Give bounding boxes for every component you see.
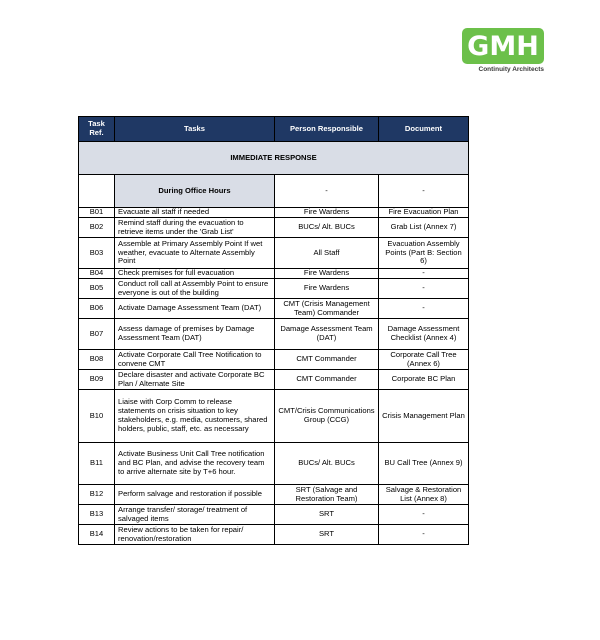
cell-task: Conduct roll call at Assembly Point to ensure everyone is out of the building <box>115 279 275 299</box>
table-row <box>79 238 469 269</box>
cell-document: Corporate BC Plan <box>379 370 469 390</box>
cell-ref: B08 <box>79 350 115 370</box>
cell-document: Fire Evacuation Plan <box>379 208 469 218</box>
table-row <box>79 370 469 390</box>
table-row <box>79 485 469 505</box>
logo-letters: GMH <box>467 30 539 62</box>
cell-ref: B04 <box>79 269 115 279</box>
header-person-responsible: Person Responsible <box>275 117 379 142</box>
table-row <box>79 299 469 319</box>
cell-ref: B01 <box>79 208 115 218</box>
header-tasks: Tasks <box>115 117 275 142</box>
cell-person: CMT/Crisis Communications Group (CCG) <box>275 390 379 443</box>
cell-ref: B11 <box>79 443 115 485</box>
cell-task: Review actions to be taken for repair/ renovation/restoration <box>115 525 275 545</box>
cell-task: Activate Damage Assessment Team (DAT) <box>115 299 275 319</box>
section-title: IMMEDIATE RESPONSE <box>79 142 469 175</box>
cell-ref: B10 <box>79 390 115 443</box>
table-row <box>79 350 469 370</box>
cell-ref: B02 <box>79 218 115 238</box>
table-row <box>79 269 469 279</box>
cell-document: Evacuation Assembly Points (Part B: Section 6) <box>379 238 469 269</box>
cell-document: - <box>379 299 469 319</box>
cell-person: CMT Commander <box>275 350 379 370</box>
cell-task: Arrange transfer/ storage/ treatment of salvaged items <box>115 505 275 525</box>
cell-person: BUCs/ Alt. BUCs <box>275 218 379 238</box>
cell-person: BUCs/ Alt. BUCs <box>275 443 379 485</box>
cell-ref: B14 <box>79 525 115 545</box>
table-header-row <box>79 117 469 142</box>
cell-person: All Staff <box>275 238 379 269</box>
cell-person: SRT <box>275 505 379 525</box>
cell-person: CMT Commander <box>275 370 379 390</box>
cell-person: Damage Assessment Team (DAT) <box>275 319 379 350</box>
cell-person: Fire Wardens <box>275 269 379 279</box>
cell-document: Crisis Management Plan <box>379 390 469 443</box>
logo-tagline: Continuity Architects <box>478 66 544 73</box>
cell-task: Assess damage of premises by Damage Assessment Team (DAT) <box>115 319 275 350</box>
cell-ref: B12 <box>79 485 115 505</box>
cell-person: SRT (Salvage and Restoration Team) <box>275 485 379 505</box>
cell-task: Perform salvage and restoration if possible <box>115 485 275 505</box>
cell-task: Check premises for full evacuation <box>115 269 275 279</box>
cell-ref: B09 <box>79 370 115 390</box>
gmh-logo <box>462 28 544 73</box>
cell-task: Remind staff during the evacuation to retrieve items under the 'Grab List' <box>115 218 275 238</box>
cell-task: Liaise with Corp Comm to release statements on crisis situation to key stakeholders, e.g. media, customers, shared holders, public, staff, etc. as necessary <box>115 390 275 443</box>
task-table <box>78 116 469 545</box>
table-body <box>79 142 469 545</box>
cell-task: Assemble at Primary Assembly Point If wet weather, evacuate to Alternate Assembly Point <box>115 238 275 269</box>
subsection-person: - <box>275 175 379 208</box>
cell-task: Declare disaster and activate Corporate BC Plan / Alternate Site <box>115 370 275 390</box>
cell-person: Fire Wardens <box>275 279 379 299</box>
cell-person: SRT <box>275 525 379 545</box>
cell-person: CMT (Crisis Management Team) Commander <box>275 299 379 319</box>
cell-document: Salvage & Restoration List (Annex 8) <box>379 485 469 505</box>
header-document: Document <box>379 117 469 142</box>
cell-ref: B03 <box>79 238 115 269</box>
cell-document: Corporate Call Tree (Annex 6) <box>379 350 469 370</box>
cell-person: Fire Wardens <box>275 208 379 218</box>
header-task-ref: Task Ref. <box>79 117 115 142</box>
cell-document: - <box>379 505 469 525</box>
table-row <box>79 208 469 218</box>
table-row <box>79 319 469 350</box>
table-row <box>79 390 469 443</box>
cell-ref: B05 <box>79 279 115 299</box>
subsection-label: During Office Hours <box>115 175 275 208</box>
cell-document: Grab List (Annex 7) <box>379 218 469 238</box>
cell-task: Activate Business Unit Call Tree notification and BC Plan, and advise the recovery team to arrive alternate site by T+6 hour. <box>115 443 275 485</box>
table-row <box>79 218 469 238</box>
cell-document: Damage Assessment Checklist (Annex 4) <box>379 319 469 350</box>
cell-document: - <box>379 279 469 299</box>
logo-badge <box>462 28 544 64</box>
cell-ref: B06 <box>79 299 115 319</box>
cell-task: Activate Corporate Call Tree Notification to convene CMT <box>115 350 275 370</box>
subsection-ref <box>79 175 115 208</box>
section-row <box>79 142 469 175</box>
cell-document: - <box>379 525 469 545</box>
subsection-row <box>79 175 469 208</box>
cell-document: - <box>379 269 469 279</box>
subsection-document: - <box>379 175 469 208</box>
cell-task: Evacuate all staff if needed <box>115 208 275 218</box>
table-row <box>79 443 469 485</box>
table-row <box>79 279 469 299</box>
cell-ref: B07 <box>79 319 115 350</box>
cell-document: BU Call Tree (Annex 9) <box>379 443 469 485</box>
table-row <box>79 505 469 525</box>
table-row <box>79 525 469 545</box>
cell-ref: B13 <box>79 505 115 525</box>
